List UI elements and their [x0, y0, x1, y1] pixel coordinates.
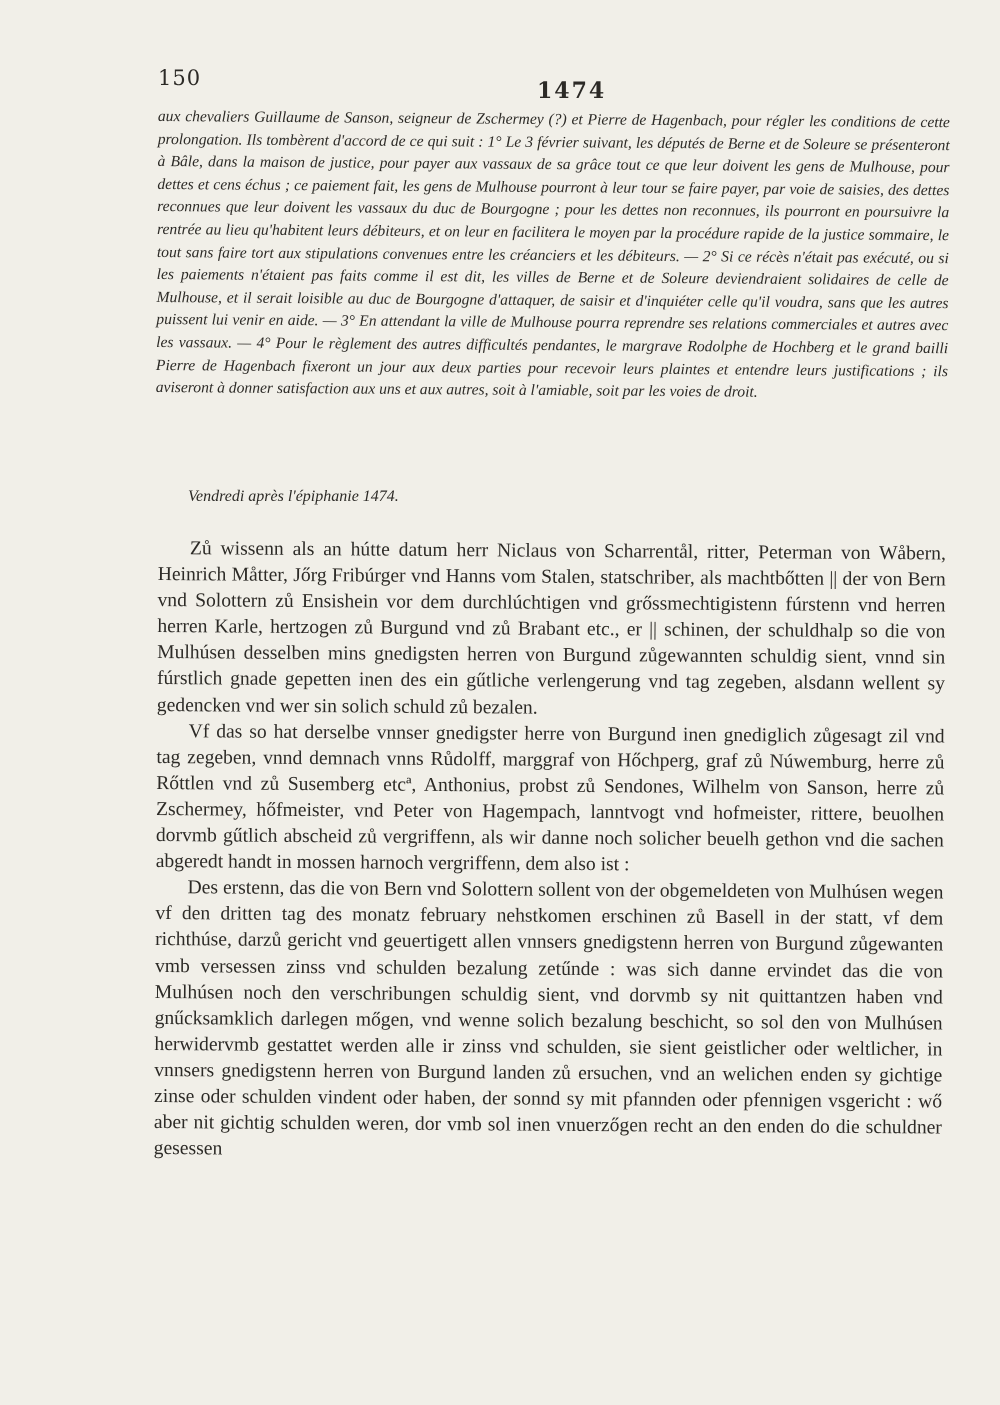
- charter-paragraph-1: Zů wissenn als an hútte datum herr Niclaus von Scharrentål, ritter, Peterman von Wåbern, Heinrich Måtter, Jőrg Fribúrger vnd Hanns vom Stalen, statschriber, als machtbőtten || der von Bern vnd Solottern zů Ensishein vor dem durchlúchtigen vnd grőssmechtigistenn fúrstenn vnd herren herren Karle, hertzogen zů Burgund vnd zů Brabant etc., er || schinen, der schuldhalp so die von Mulhúsen desselben mins gnedigsten herren von Burgund zůgewannten schuldig sient, vnnd sin fúrstlich gnade gepetten inen des ein gűtliche verlengerung vnd tag zegeben, alsdann wellent sy gedencken vnd wer sin solich schuld zů bezalen.: [156, 538, 946, 719]
- french-summary: [156, 106, 950, 406]
- document-year-heading: 1474: [537, 78, 607, 104]
- charter-paragraph-2: Vf das so hat derselbe vnnser gnedigster herre von Burgund inen gnediglich zůgesagt zil vnd tag zegeben, vnnd demnach vnns Růdolff, marggraf von Hőchperg, graf zů Núwemburg, herre zů Rőttlen vnd zů Susemberg etcª, Anthonius, probst zů Sendones, Wilhelm von Sanson, herre zů Zschermey, hőfmeister, vnd Peter von Hagempach, lanntvogt vnd hofmeister, rittere, beuolhen dorvmb gűtlich abscheid zů vergriffenn, als wir danne noch solicher beuelh gethon vnd die sachen abgeredt handt in mossen harnoch vergriffenn, dem also ist :: [155, 720, 945, 876]
- summary-dateline: Vendredi après l'épiphanie 1474.: [188, 488, 399, 505]
- charter-text: [154, 536, 946, 1168]
- page-number: 150: [158, 66, 202, 90]
- summary-paragraph: aux chevaliers Guillaume de Sanson, seigneur de Zschermey (?) et Pierre de Hagenbach, pour régler les conditions de cette prolongation. Ils tombèrent d'accord de ce qui suit : 1° Le 3 février suivant, les députés de Berne et de Soleure se présenteront à Bâle, dans la maison de justice, pour payer aux vassaux de sa grâce tout ce que leur doivent les gens de Mulhouse, pour dettes et cens échus ; ce paiement fait, les gens de Mulhouse pourront à leur tour se faire payer, par voie de saisies, des dettes reconnues que leur doivent les vassaux du duc de Bourgogne ; pour les dettes non reconnues, ils pourront en poursuivre la rentrée au lieu qu'habitent leurs débiteurs, et on leur en facilitera le moyen par la procédure rapide de la justice sommaire, le tout sans faire tort aux stipulations convenues entre les créanciers et les débiteurs. — 2° Si ce récès n'était pas exécuté, ou si les paiements n'étaient pas faits comme il est dit, les villes de Berne et de Soleure deviendraient solidaires de celle de Mulhouse, et il serait loisible au duc de Bourgogne d'attaquer, de saisir et d'inquiéter celle qu'il voudra, sans que les autres puissent lui venir en aide. — 3° En attendant la ville de Mulhouse pourra reprendre ses relations commerciales et autres avec les vassaux. — 4° Pour le règlement des autres difficultés pendantes, le margrave Rodolphe de Hochberg et le grand bailli Pierre de Hagenbach fixeront un jour aux deux parties pour recevoir leurs plaintes et entendre leurs justifications ; ils aviseront à donner satisfaction aux uns et aux autres, soit à l'amiable, soit par les voies de droit.: [155, 107, 950, 401]
- charter-paragraph-3: Des erstenn, das die von Bern vnd Solottern sollent von der obgemeldeten von Mulhúsen wegen vf den dritten tag des monatz february nehstkomen erschinen zů Basell in der statt, vf dem richthúse, darzů gericht vnd geuertigett allen vnnsers gnedigstenn herren von Burgund zůgewanten vmb versessen zinss vnd schulden bezalung zetűnde : was sich danne ervindet das die von Mulhúsen noch den verschribungen schuldig sient, vnd dorvmb sy nit quittantzen haben vnd gnűcksamklich darlegen mőgen, vnd wenne solich bezalung beschicht, so sol den von Mulhúsen herwidervmb gestattet werden alle ir zinss vnd schulden, sie sient geistlicher oder weltlicher, in vnnsers gnedigstenn herren von Burgund landen zů ersuchen, vnd an welichen enden sy gichtige zinse oder schulden vindent oder haben, der sonnd sy mit pfannden oder pfennigen vsgericht : wő aber nit gichtig schulden weren, dor vmb sol inen vnuerzőgen recht an den enden do die schuldner gesessen: [153, 877, 944, 1160]
